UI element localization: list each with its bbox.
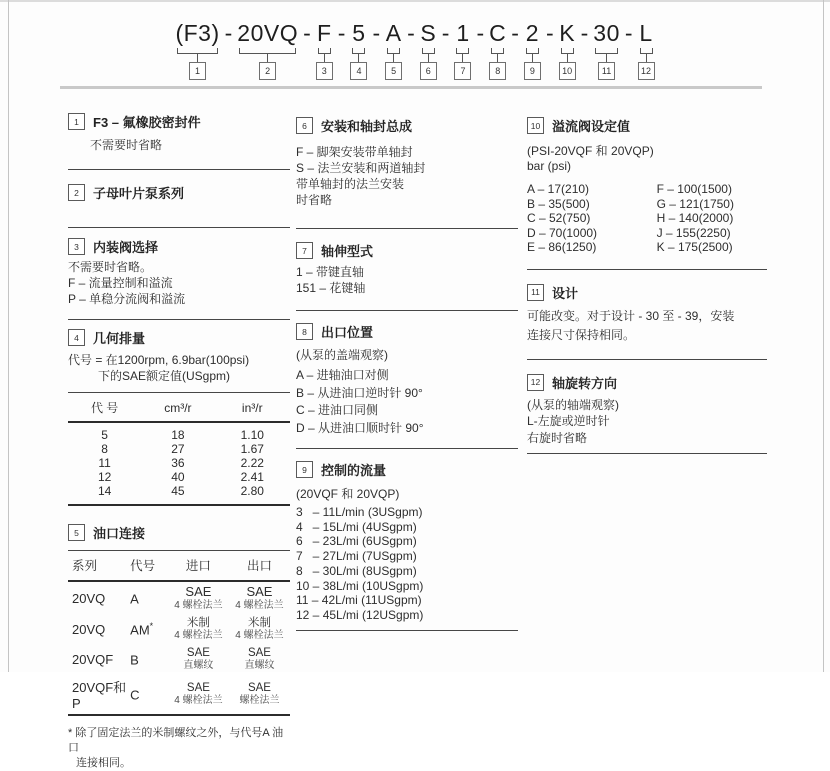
segment-number-box: 9 (524, 62, 541, 80)
page-right-edge (823, 0, 824, 672)
code-separator: - (545, 20, 554, 46)
footnote-line: 连接相同。 (76, 757, 131, 769)
section-intro: (从泵的盖端观察) (296, 348, 388, 362)
code-segment-4 (350, 20, 367, 80)
segment-number-box: 12 (638, 62, 655, 80)
cell: 1.10 (240, 428, 264, 442)
outlet-cell: 米制 4 螺栓法兰 (235, 617, 284, 641)
segment-number-box: 2 (259, 62, 276, 80)
code-separator: - (624, 20, 633, 46)
stem (606, 54, 607, 62)
code-segment-text: C (489, 20, 507, 46)
pressure-option: G – 121(1750) (656, 196, 734, 211)
section-number-box: 10 (527, 117, 544, 134)
section-line: B – 从进油口逆时针 90° (296, 385, 423, 400)
divider (527, 359, 767, 360)
column-right (527, 106, 767, 454)
code-segment-3 (316, 20, 333, 80)
table-row (68, 674, 290, 715)
flow-option: 10 – 38L/mi (10USgpm) (296, 578, 424, 593)
section-line: 连接尺寸保持相同。 (527, 327, 636, 342)
pressure-option: B – 35(500) (527, 196, 590, 211)
section-line: 右旋时省略 (527, 430, 588, 445)
divider (296, 630, 518, 631)
table-row (68, 644, 290, 674)
segment-number-box: 6 (420, 62, 437, 80)
pressure-settings (527, 182, 767, 255)
cell: 12 (97, 470, 112, 484)
section-number-box: 7 (296, 242, 313, 259)
code-cell: C (130, 687, 140, 703)
inlet-cell: SAE 4 螺栓法兰 (174, 682, 223, 706)
stem (358, 54, 359, 62)
code-separator: - (476, 20, 485, 46)
code-segment-10 (559, 20, 576, 80)
code-cell: AM* (130, 620, 154, 638)
pressure-option: E – 86(1250) (527, 240, 597, 255)
section-title: 出口位置 (321, 325, 374, 340)
table-row (68, 442, 290, 456)
column-middle (296, 106, 518, 631)
page-left-edge (8, 0, 9, 672)
footnote-line: * 除了固定法兰的米制螺纹之外，与代号A 油口 (68, 727, 284, 754)
section-line: F – 脚架安装带单轴封 (296, 145, 413, 159)
pressure-option: K – 175(2500) (656, 240, 733, 255)
outlet-cell: SAE 直螺纹 (244, 647, 275, 671)
cell: 45 (171, 484, 185, 498)
table-row (68, 484, 290, 505)
code-segment-2 (237, 20, 298, 80)
table-row (68, 470, 290, 484)
flow-option: 8 – 30L/mi (8USgpm) (296, 563, 417, 578)
section-number-box: 8 (296, 323, 313, 340)
header-rule (60, 86, 762, 89)
code-segment-8 (489, 20, 506, 80)
code-separator: - (580, 20, 589, 46)
flow-option: 3 – 11L/min (3USgpm) (296, 505, 423, 519)
footnote (68, 726, 290, 771)
segment-number-box: 7 (454, 62, 471, 80)
section-relief-valve-setting (527, 116, 767, 255)
code-separator: - (511, 20, 519, 46)
section-displacement (68, 328, 290, 384)
column-header: 代号 (130, 551, 168, 582)
code-segment-text: A (385, 20, 402, 46)
port-header-row (68, 551, 290, 582)
stem (197, 54, 198, 62)
section-number-box: 5 (68, 524, 85, 541)
divider (296, 228, 518, 229)
cell: 1.67 (240, 442, 264, 456)
section-line: (从泵的轴端观察) (527, 397, 619, 412)
divider (68, 227, 290, 228)
cell: 11 (98, 456, 111, 470)
displacement-header-row (68, 393, 290, 423)
section-line: A – 进轴油口对侧 (296, 368, 389, 382)
segment-number-box: 8 (489, 62, 506, 80)
code-segment-11 (593, 20, 620, 80)
cell: 5 (101, 428, 108, 442)
table-row (68, 581, 290, 614)
code-separator: - (372, 20, 381, 46)
divider (296, 448, 518, 449)
series-cell: 20VQ (72, 590, 106, 606)
section-mounting-shaft-seal (296, 116, 518, 208)
section-line: 下的SAE额定值(USgpm) (98, 369, 231, 383)
pressure-option: D – 70(1000) (527, 225, 598, 240)
cell: 36 (171, 456, 185, 470)
code-separator: - (224, 20, 233, 46)
code-segment-7 (454, 20, 471, 80)
pressure-option: C – 52(750) (527, 211, 591, 226)
model-code-row (175, 20, 654, 80)
section-number-box: 3 (68, 238, 85, 255)
section-number-box: 6 (296, 117, 313, 134)
section-valve-option (68, 237, 290, 307)
inlet-cell: 米制 4 螺栓法兰 (174, 617, 223, 641)
section-line: C – 进油口同侧 (296, 403, 379, 417)
code-segment-text: F (317, 20, 332, 46)
divider (68, 169, 290, 170)
cell: 14 (97, 484, 112, 498)
section-line: L-左旋或逆时针 (527, 414, 610, 429)
section-controlled-flow (296, 460, 518, 623)
section-port-connections (68, 523, 290, 542)
stem (646, 54, 647, 62)
segment-number-box: 5 (385, 62, 402, 80)
code-separator: - (337, 20, 346, 46)
section-title: 溢流阀设定值 (552, 119, 631, 134)
column-header: 代 号 (68, 393, 141, 423)
section-line: 时省略 (296, 193, 333, 207)
section-design (527, 283, 767, 345)
table-row (68, 422, 290, 442)
inlet-cell: SAE 4 螺栓法兰 (174, 584, 223, 611)
section-title: 安装和轴封总成 (321, 119, 413, 134)
stem (462, 54, 463, 62)
section-outlet-position (296, 322, 518, 437)
cell: 27 (171, 442, 185, 456)
displacement-table (68, 392, 290, 506)
section-line: 151 – 花键轴 (296, 281, 366, 295)
section-line: 不需要时省略。 (68, 260, 153, 274)
code-segment-text: 1 (456, 20, 470, 46)
table-row (68, 456, 290, 470)
section-title: 设计 (552, 285, 579, 301)
flow-option: 4 – 15L/mi (4USgpm) (296, 519, 417, 534)
stem (497, 54, 498, 62)
cell: 2.80 (240, 484, 264, 498)
column-left (68, 105, 290, 771)
code-segment-text: 5 (352, 20, 366, 46)
section-number-box: 2 (68, 184, 85, 201)
code-segment-text: S (420, 20, 437, 46)
section-number-box: 1 (68, 113, 85, 130)
section-line: P – 单稳分流阀和溢流 (68, 292, 186, 306)
segment-number-box: 10 (559, 62, 576, 80)
port-table (68, 550, 290, 716)
table-row (68, 614, 290, 644)
flow-option: 11 – 42L/mi (11USgpm) (296, 593, 422, 608)
code-segment-9 (524, 20, 541, 80)
cell: 2.41 (240, 470, 264, 484)
code-segment-text: K (559, 20, 576, 46)
pressure-option: H – 140(2000) (656, 211, 734, 226)
section-number-box: 12 (527, 374, 544, 391)
section-line: 代号 = 在1200rpm, 6.9bar(100psi) (68, 353, 250, 367)
cell: 40 (171, 470, 185, 484)
column-header: 出口 (229, 551, 290, 582)
column-header: 系列 (68, 551, 130, 582)
series-cell: 20VQ (72, 621, 106, 637)
section-title: 控制的流量 (321, 463, 387, 478)
pressure-option: A – 17(210) (527, 182, 590, 196)
code-separator: - (441, 20, 450, 46)
stem (324, 54, 325, 62)
pressure-option: F – 100(1500) (656, 182, 732, 196)
section-title: 子母叶片泵系列 (93, 186, 185, 201)
section-pump-series (68, 183, 290, 202)
section-line: 带单轴封的法兰安装 (296, 177, 405, 191)
stem (393, 54, 394, 62)
stem (567, 54, 568, 62)
segment-number-box: 4 (350, 62, 367, 80)
outlet-cell: SAE 螺栓法兰 (239, 682, 280, 706)
code-segment-text: 20VQ (237, 20, 299, 46)
section-title: 几何排量 (93, 331, 146, 346)
section-line: F – 流量控制和溢流 (68, 276, 173, 290)
code-separator: - (407, 20, 415, 46)
series-cell: 20VQF和P (72, 680, 127, 711)
section-number-box: 11 (527, 284, 544, 301)
stem (428, 54, 429, 62)
section-intro: (PSI-20VQF 和 20VQP) (527, 144, 654, 158)
section-intro: bar (psi) (527, 159, 572, 173)
code-segment-text: 30 (593, 20, 620, 46)
section-line: S – 法兰安装和两道轴封 (296, 161, 426, 175)
inlet-cell: SAE 直螺纹 (183, 647, 214, 671)
segment-number-box: 3 (316, 62, 333, 80)
flow-option: 7 – 27L/mi (7USgpm) (296, 549, 417, 564)
code-segment-text: L (639, 20, 653, 46)
section-line: 1 – 带键直轴 (296, 265, 365, 279)
code-segment-12 (638, 20, 655, 80)
code-separator: - (303, 20, 311, 46)
divider (527, 453, 767, 454)
segment-number-box: 1 (189, 62, 206, 80)
section-f3-seals (68, 112, 290, 153)
section-line: 不需要时省略 (90, 138, 163, 152)
section-intro: (20VQF 和 20VQP) (296, 487, 400, 501)
section-shaft-type (296, 241, 518, 296)
column-header: cm³/r (141, 393, 214, 423)
code-segment-6 (420, 20, 437, 80)
section-title: 轴旋转方向 (552, 375, 618, 391)
outlet-cell: SAE 4 螺栓法兰 (235, 584, 284, 611)
code-segment-1 (175, 20, 219, 80)
code-cell: A (130, 591, 139, 607)
divider (68, 319, 290, 320)
cell: 2.22 (240, 456, 264, 470)
section-line: 可能改变。对于设计 - 30 至 - 39，安装 (527, 308, 735, 323)
section-number-box: 4 (68, 329, 85, 346)
section-shaft-rotation (527, 373, 767, 447)
page-top-edge (0, 0, 830, 2)
section-title: 油口连接 (93, 526, 146, 541)
code-segment-text: (F3) (175, 20, 220, 46)
column-header: 进口 (168, 551, 229, 582)
cell: 8 (101, 442, 108, 456)
section-title: 轴伸型式 (321, 244, 374, 259)
segment-number-box: 11 (598, 62, 615, 80)
column-header: in³/r (215, 393, 291, 423)
section-title: 内装阀选择 (93, 240, 159, 255)
divider (527, 269, 767, 270)
code-segment-5 (385, 20, 402, 80)
section-title: F3 – 氟橡胶密封件 (93, 115, 201, 130)
stem (267, 54, 268, 62)
code-segment-text: 2 (525, 20, 540, 46)
flow-option: 6 – 23L/mi (6USgpm) (296, 534, 417, 549)
flow-option: 12 – 45L/mi (12USgpm) (296, 607, 424, 622)
cell: 18 (171, 428, 185, 442)
series-cell: 20VQF (72, 651, 114, 667)
divider (296, 310, 518, 311)
model-code-diagram (0, 20, 830, 80)
code-cell: B (130, 652, 139, 668)
stem (532, 54, 533, 62)
pressure-option: J – 155(2250) (656, 225, 731, 240)
section-line: D – 从进油口顺时针 90° (296, 420, 424, 435)
section-number-box: 9 (296, 461, 313, 478)
